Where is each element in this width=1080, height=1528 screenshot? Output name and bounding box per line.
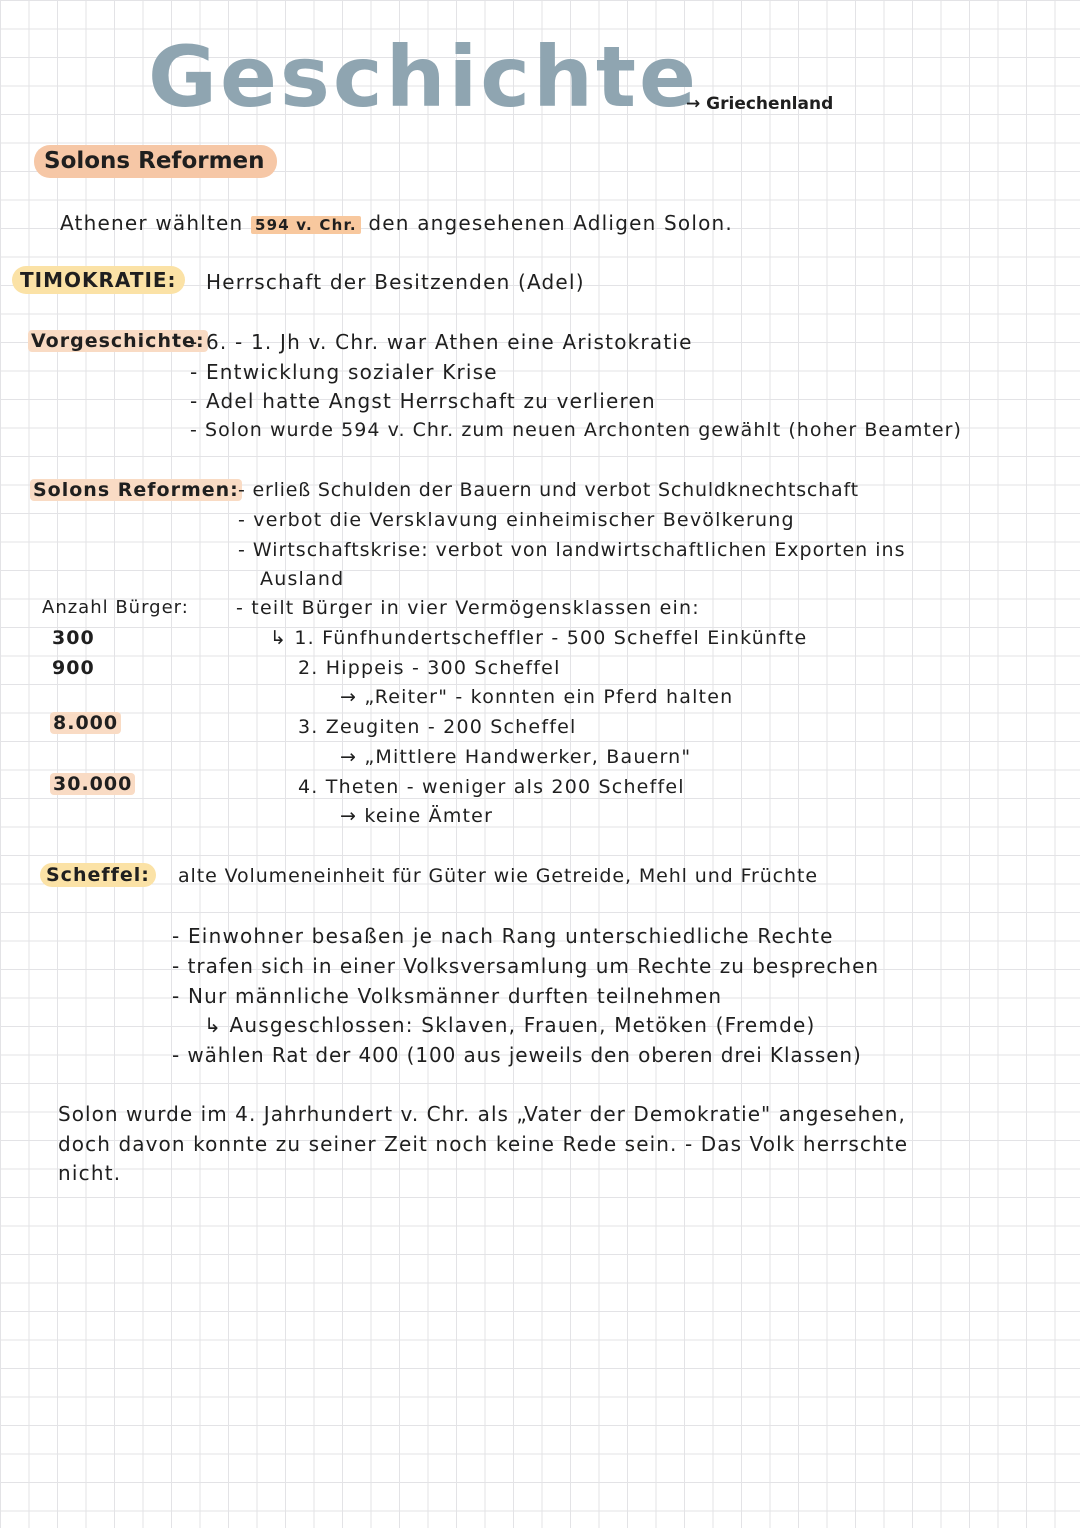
reformen-item: - erließ Schulden der Bauern und verbot Schuldknechtschaft	[238, 479, 859, 501]
buerger-count: 8.000	[50, 712, 121, 734]
page-title: Geschichte	[148, 28, 700, 126]
rechte-item: ↳ Ausgeschlossen: Sklaven, Frauen, Metöken (Fremde)	[204, 1013, 816, 1037]
rechte-item: - wählen Rat der 400 (100 aus jeweils den oberen drei Klassen)	[172, 1043, 862, 1067]
intro-date-highlight: 594 v. Chr.	[251, 216, 361, 234]
vorgeschichte-item: - Solon wurde 594 v. Chr. zum neuen Archonten gewählt (hoher Beamter)	[190, 419, 962, 441]
timokratie-label: TIMOKRATIE:	[12, 266, 185, 294]
klasse-line: ↳ 1. Fünfhundertscheffler - 500 Scheffel Einkünfte	[270, 627, 808, 649]
reformen-label: Solons Reformen:	[30, 479, 242, 501]
scheffel-definition: alte Volumeneinheit für Güter wie Getreide, Mehl und Früchte	[178, 865, 818, 887]
timokratie-definition: Herrschaft der Besitzenden (Adel)	[206, 270, 585, 294]
rechte-item: - trafen sich in einer Volksversamlung um Rechte zu besprechen	[172, 954, 880, 978]
buerger-count: 900	[52, 657, 95, 679]
section-heading: Solons Reformen	[34, 145, 277, 178]
vorgeschichte-label: Vorgeschichte:	[28, 330, 208, 352]
conclusion-line: doch davon konnte zu seiner Zeit noch keine Rede sein. - Das Volk herrschte	[58, 1132, 909, 1156]
reformen-item: - verbot die Versklavung einheimischer Bevölkerung	[238, 509, 795, 531]
buerger-count: 300	[52, 627, 95, 649]
intro-line	[60, 211, 733, 235]
conclusion-line: nicht.	[58, 1161, 122, 1185]
scheffel-label: Scheffel:	[40, 863, 156, 887]
reformen-item: - Wirtschaftskrise: verbot von landwirtschaftlichen Exporten ins	[238, 539, 906, 561]
buerger-count: 30.000	[50, 773, 135, 795]
intro-text-before: Athener wählten	[60, 211, 251, 235]
vorgeschichte-item: - Adel hatte Angst Herrschaft zu verlieren	[190, 389, 656, 413]
conclusion-line: Solon wurde im 4. Jahrhundert v. Chr. als „Vater der Demokratie" angesehen,	[58, 1102, 906, 1126]
vorgeschichte-item: - 6. - 1. Jh v. Chr. war Athen eine Aristokratie	[190, 330, 693, 354]
klasse-line: → „Reiter" - konnten ein Pferd halten	[340, 686, 734, 708]
klasse-line: 3. Zeugiten - 200 Scheffel	[298, 716, 577, 738]
klasse-line: 4. Theten - weniger als 200 Scheffel	[298, 776, 685, 798]
page-subtitle: → Griechenland	[686, 94, 834, 114]
rechte-item: - Einwohner besaßen je nach Rang unterschiedliche Rechte	[172, 924, 834, 948]
klasse-line: → keine Ämter	[340, 805, 494, 827]
reformen-item: Ausland	[260, 568, 345, 590]
intro-text-after: den angesehenen Adligen Solon.	[360, 211, 733, 235]
rechte-item: - Nur männliche Volksmänner durften teilnehmen	[172, 984, 723, 1008]
klasse-line: 2. Hippeis - 300 Scheffel	[298, 657, 561, 679]
klasse-line: → „Mittlere Handwerker, Bauern"	[340, 746, 692, 768]
buerger-intro: - teilt Bürger in vier Vermögensklassen ein:	[236, 597, 700, 619]
buerger-label: Anzahl Bürger:	[42, 597, 189, 618]
vorgeschichte-item: - Entwicklung sozialer Krise	[190, 360, 498, 384]
